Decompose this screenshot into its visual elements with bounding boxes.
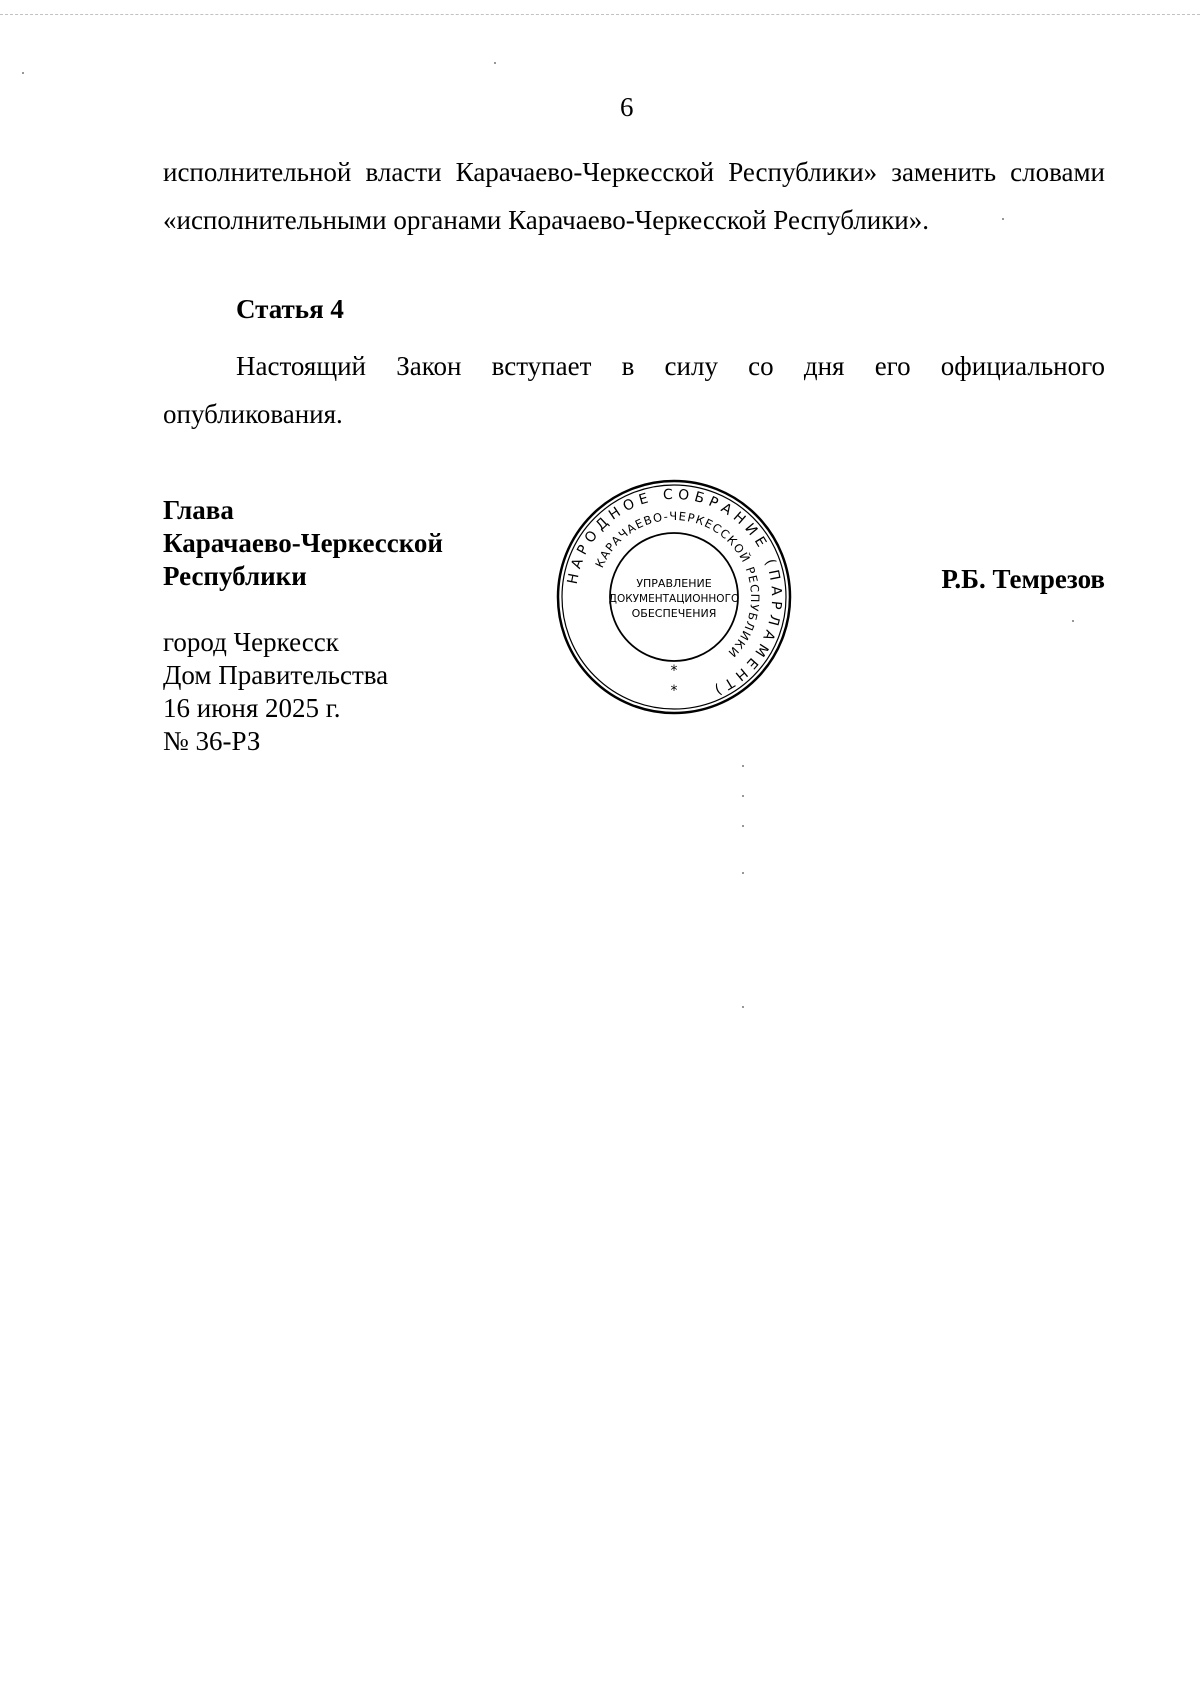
building: Дом Правительства xyxy=(163,660,389,690)
seal-center-line-3: ОБЕСПЕЧЕНИЯ xyxy=(631,607,717,620)
signer-title xyxy=(163,494,443,593)
paragraph-1-line-1: исполнительной власти Карачаево-Черкесской Республики» заменить словами xyxy=(163,157,1105,187)
official-seal-icon xyxy=(556,479,792,715)
seal-center-line-1: УПРАВЛЕНИЕ xyxy=(636,577,712,590)
scan-edge-artifact xyxy=(0,14,1200,19)
article-4-line-1: Настоящий Закон вступает в силу со дня его официального xyxy=(236,351,1105,381)
signer-name: Р.Б. Темрезов xyxy=(941,564,1105,594)
scan-speck xyxy=(742,765,744,767)
signer-title-line-3: Республики xyxy=(163,561,307,591)
law-number: № 36-РЗ xyxy=(163,726,261,756)
scan-speck xyxy=(494,62,496,64)
date: 16 июня 2025 г. xyxy=(163,693,341,723)
place-date-block xyxy=(163,626,388,758)
scan-speck xyxy=(1002,218,1004,220)
scan-speck xyxy=(742,825,744,827)
scan-speck xyxy=(742,872,744,874)
scan-speck xyxy=(742,1006,744,1008)
seal-ring-text: КАРАЧАЕВО-ЧЕРКЕССКОЙ РЕСПУБЛИКИ xyxy=(592,508,763,661)
signer-title-line-2: Карачаево-Черкесской xyxy=(163,528,443,558)
seal-outer-text: НАРОДНОЕ СОБРАНИЕ (ПАРЛАМЕНТ) xyxy=(564,486,785,700)
seal-star-icon: * xyxy=(670,663,678,679)
seal-star-icon: * xyxy=(670,683,678,699)
article-4-line-2: опубликования. xyxy=(163,399,343,429)
city: город Черкесск xyxy=(163,627,339,657)
paragraph-1-line-2: «исполнительными органами Карачаево-Черкесской Республики». xyxy=(163,205,930,235)
scan-speck xyxy=(742,795,744,797)
scan-speck xyxy=(1072,620,1074,622)
page-number: 6 xyxy=(620,92,634,122)
signer-title-line-1: Глава xyxy=(163,495,234,525)
scan-speck xyxy=(22,72,24,74)
seal-center-line-2: ДОКУМЕНТАЦИОННОГО xyxy=(608,593,740,605)
article-4-heading: Статья 4 xyxy=(236,294,344,324)
